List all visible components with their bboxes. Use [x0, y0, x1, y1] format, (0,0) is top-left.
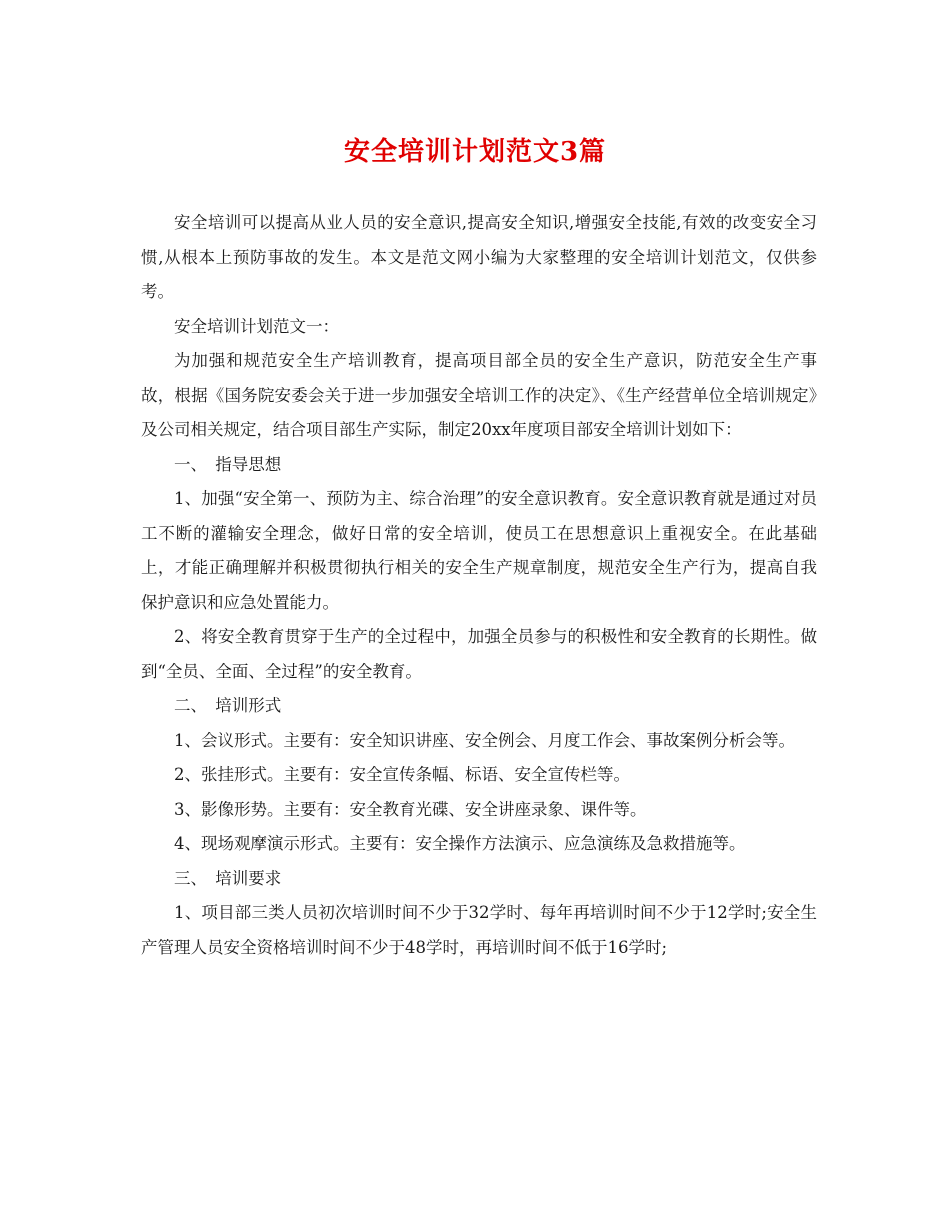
paragraph-form-3: 3、影像形势。主要有：安全教育光碟、安全讲座录象、课件等。 [174, 799, 647, 819]
paragraph-item-2: 2、将安全教育贯穿于生产的全过程中，加强全员参与的积极性和安全教育的长期性。做到“全员、全面、全过程”的安全教育。 [141, 627, 817, 681]
paragraph-intro: 安全培训可以提高从业人员的安全意识,提高安全知识,增强安全技能,有效的改变安全习惯,从根本上预防事故的发生。本文是范文网小编为大家整理的安全培训计划范文，仅供参考。 [141, 213, 817, 301]
section-heading-training-form: 二、 培训形式 [174, 696, 282, 715]
paragraph-requirement-1: 1、项目部三类人员初次培训时间不少于32学时、每年再培训时间不少于12学时;安全生产管理人员安全资格培训时间不少于48学时，再培训时间不低于16学时; [141, 903, 817, 957]
paragraph-form-4: 4、现场观摩演示形式。主要有：安全操作方法演示、应急演练及急救措施等。 [174, 834, 746, 853]
paragraph-form-1: 1、会议形式。主要有：安全知识讲座、安全例会、月度工作会、事故案例分析会等。 [174, 730, 795, 750]
paragraph-item-1: 1、加强“安全第一、预防为主、综合治理”的安全意识教育。安全意识教育就是通过对员工不断的灌输安全理念，做好日常的安全培训，使员工在思想意识上重视安全。在此基础上，才能正确理解并积极贯彻执行相关的安全生产规章制度，规范安全生产行为，提高自我保护意识和应急处置能力。 [141, 489, 817, 612]
document-title: 安全培训计划范文3篇 [343, 137, 607, 167]
paragraph-purpose: 为加强和规范安全生产培训教育，提高项目部全员的安全生产意识，防范安全生产事故，根据《国务院安委会关于进一步加强安全培训工作的决定》、《生产经营单位全培训规定》及公司相关规定，结合项目部生产实际，制定20xx年度项目部安全培训计划如下： [141, 351, 817, 439]
paragraph-form-2: 2、张挂形式。主要有：安全宣传条幅、标语、安全宣传栏等。 [174, 765, 630, 784]
document-body [141, 206, 817, 965]
paragraph-sample-one-heading: 安全培训计划范文一： [174, 316, 339, 336]
section-heading-guiding-thought: 一、 指导思想 [174, 454, 282, 474]
section-heading-training-requirements: 三、 培训要求 [174, 868, 282, 888]
